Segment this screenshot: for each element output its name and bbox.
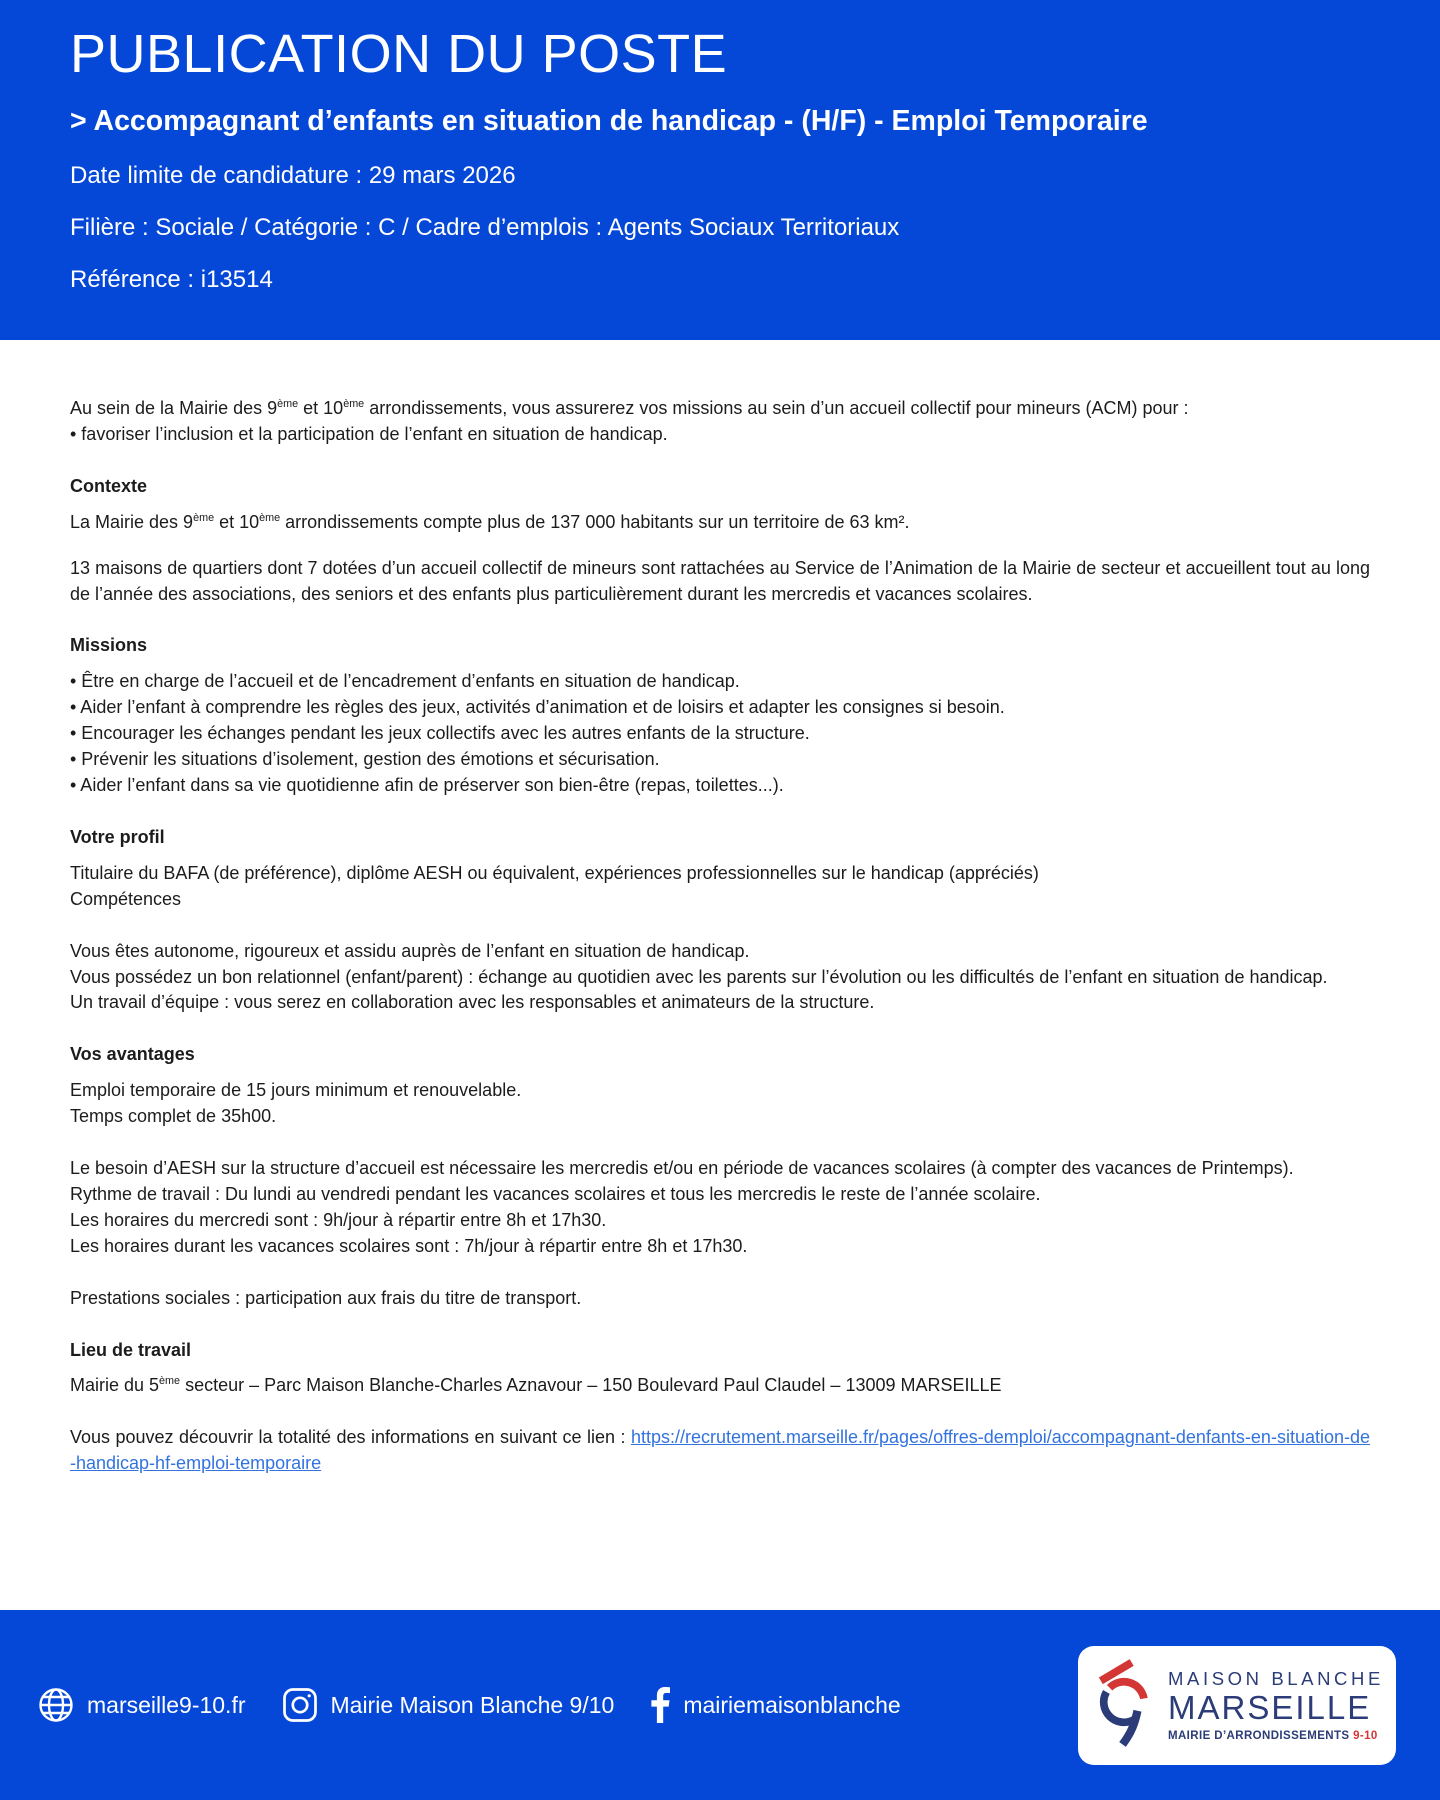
profil-paragraph-3: Vous êtes autonome, rigoureux et assidu auprès de l’enfant en situation de handicap. bbox=[70, 940, 750, 961]
facebook-label: mairiemaisonblanche bbox=[683, 1691, 901, 1718]
reference-number: Référence : i13514 bbox=[70, 265, 273, 293]
section-heading-profil: Votre profil bbox=[70, 826, 165, 847]
website-link[interactable] bbox=[38, 1687, 246, 1723]
avantages-paragraph-1: Emploi temporaire de 15 jours minimum et renouvelable. bbox=[70, 1080, 522, 1101]
job-description bbox=[0, 340, 1440, 1610]
contexte-paragraph-1: La Mairie des 9ème et 10ème arrondissements compte plus de 137 000 habitants sur un territoire de 63 km². bbox=[70, 511, 910, 532]
facebook-link[interactable] bbox=[650, 1687, 900, 1723]
application-deadline: Date limite de candidature : 29 mars 2026 bbox=[70, 161, 516, 189]
profil-paragraph-1: Titulaire du BAFA (de préférence), diplôme AESH ou équivalent, expériences professionnelles sur le handicap (appréciés) bbox=[70, 862, 1039, 883]
profil-paragraph-5: Un travail d’équipe : vous serez en collaboration avec les responsables et animateurs de la structure. bbox=[70, 992, 875, 1013]
logo-line-marseille: MARSEILLE bbox=[1168, 1689, 1372, 1727]
mission-bullet: • Prévenir les situations d’isolement, gestion des émotions et sécurisation. bbox=[70, 749, 660, 770]
spacer bbox=[70, 536, 1370, 556]
profil-paragraph-4: Vous possédez un bon relationnel (enfant/parent) : échange au quotidien avec les parents sur l’évolution ou les difficultés de l’enfant en situation de handicap. bbox=[70, 966, 1328, 987]
link-prefix: Vous pouvez découvrir la totalité des informations en suivant ce lien : bbox=[70, 1427, 631, 1448]
section-heading-missions: Missions bbox=[70, 635, 148, 656]
filiere-category: Filière : Sociale / Catégorie : C / Cadre d’emplois : Agents Sociaux Territoriaux bbox=[70, 213, 900, 241]
website-label: marseille9-10.fr bbox=[87, 1691, 246, 1718]
instagram-label: Mairie Maison Blanche 9/10 bbox=[330, 1691, 615, 1718]
header-banner bbox=[0, 0, 1440, 340]
avantages-paragraph-4: Rythme de travail : Du lundi au vendredi pendant les vacances scolaires et tous les mercredis le reste de l’année scolaire. bbox=[70, 1183, 1041, 1204]
logo-line-mairie: MAIRIE D’ARRONDISSEMENTS 9-10 bbox=[1168, 1729, 1378, 1742]
avantages-paragraph-6: Les horaires durant les vacances scolaires sont : 7h/jour à répartir entre 8h et 17h30. bbox=[70, 1235, 748, 1256]
facebook-icon bbox=[650, 1687, 670, 1723]
section-heading-contexte: Contexte bbox=[70, 475, 148, 496]
mission-bullet: • Aider l’enfant dans sa vie quotidienne afin de préserver son bien-être (repas, toilettes...). bbox=[70, 774, 784, 795]
link-paragraph bbox=[70, 1425, 1370, 1477]
spacer bbox=[70, 1399, 1370, 1425]
avantages-paragraph-5: Les horaires du mercredi sont : 9h/jour à répartir entre 8h et 17h30. bbox=[70, 1209, 607, 1230]
avantages-paragraph-7: Prestations sociales : participation aux frais du titre de transport. bbox=[70, 1287, 582, 1308]
contexte-paragraph-2: 13 maisons de quartiers dont 7 dotées d’un accueil collectif de mineurs sont rattachées au Service de l’Animation de la Mairie de secteur et accueillent tout au long de l’année des associations, des seniors et des enfants plus particulièrement durant les mercredis et vacances scolaires. bbox=[70, 557, 1370, 604]
instagram-icon bbox=[282, 1687, 318, 1723]
mission-bullet: • Être en charge de l’accueil et de l’encadrement d’enfants en situation de handicap. bbox=[70, 671, 740, 692]
avantages-paragraph-3: Le besoin d’AESH sur la structure d’accueil est nécessaire les mercredis et/ou en période de vacances scolaires (à compter des vacances de Printemps). bbox=[70, 1158, 1294, 1179]
lieu-paragraph: Mairie du 5ème secteur – Parc Maison Blanche-Charles Aznavour – 150 Boulevard Paul Claudel – 13009 MARSEILLE bbox=[70, 1375, 1002, 1396]
logo-district-numbers: 9-10 bbox=[1353, 1729, 1378, 1742]
spacer bbox=[70, 913, 1370, 939]
section-heading-avantages: Vos avantages bbox=[70, 1044, 195, 1065]
section-heading-lieu: Lieu de travail bbox=[70, 1339, 192, 1360]
job-title: > Accompagnant d’enfants en situation de handicap - (H/F) - Emploi Temporaire bbox=[70, 104, 1148, 137]
intro-paragraph: Au sein de la Mairie des 9ème et 10ème arrondissements, vous assurerez vos missions au sein d’un accueil collectif pour mineurs (ACM) pour : bbox=[70, 398, 1189, 418]
mission-bullet: • Aider l’enfant à comprendre les règles des jeux, activités d’animation et de loisirs et adapter les consignes si besoin. bbox=[70, 697, 1005, 718]
logo-line-maison-blanche: MAISON BLANCHE bbox=[1168, 1668, 1384, 1690]
logo-text bbox=[1168, 1668, 1384, 1742]
spacer bbox=[70, 1260, 1370, 1286]
page-title: PUBLICATION DU POSTE bbox=[70, 24, 728, 84]
maison-blanche-marseille-logo bbox=[1078, 1646, 1396, 1765]
logo-9-icon bbox=[1096, 1656, 1150, 1755]
intro-bullet: • favoriser l’inclusion et la participation de l’enfant en situation de handicap. bbox=[70, 423, 668, 444]
instagram-link[interactable] bbox=[282, 1687, 615, 1723]
avantages-paragraph-2: Temps complet de 35h00. bbox=[70, 1106, 277, 1127]
footer-banner bbox=[0, 1610, 1440, 1800]
spacer bbox=[70, 1130, 1370, 1156]
job-offer-link[interactable]: https://recrutement.marseille.fr/pages/offres-demploi/accompagnant-denfants-en-situation-de-handicap-hf-emploi-temporaire bbox=[70, 1427, 1370, 1474]
mission-bullet: • Encourager les échanges pendant les jeux collectifs avec les autres enfants de la structure. bbox=[70, 723, 810, 744]
profil-paragraph-2: Compétences bbox=[70, 888, 182, 909]
globe-icon bbox=[38, 1687, 74, 1723]
